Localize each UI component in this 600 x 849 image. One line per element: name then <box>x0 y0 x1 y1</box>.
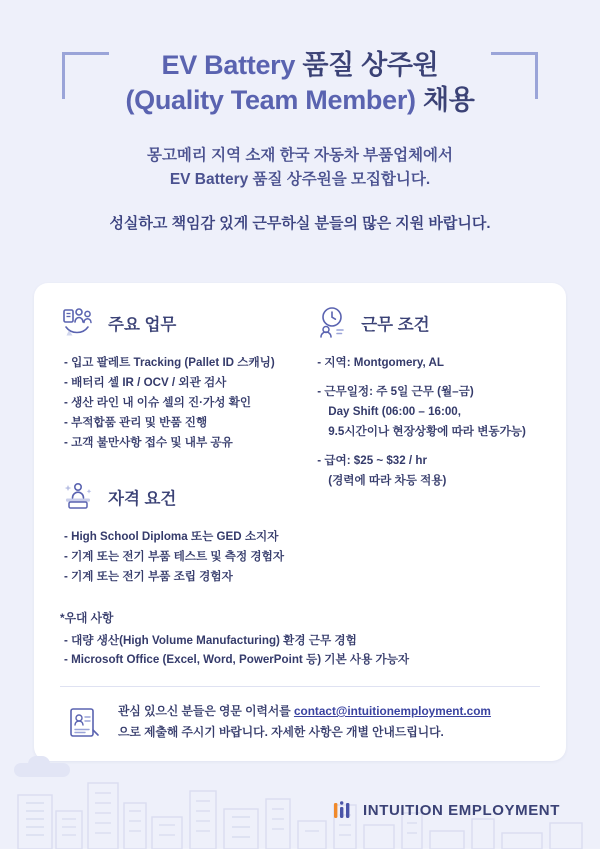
preferred-heading: *우대 사항 <box>60 610 114 625</box>
list-item: - Microsoft Office (Excel, Word, PowerPoint 등) 기본 사용 가능자 <box>64 653 410 667</box>
list-item: - 생산 라인 내 이슈 셀의 진·가성 확인 <box>64 395 252 409</box>
list-item: (경력에 따라 차등 적용) <box>328 473 447 487</box>
poster-tagline: 성실하고 책임감 있게 근무하실 분들의 많은 지원 바랍니다. <box>109 215 491 233</box>
section-qualifications <box>60 479 313 587</box>
duties-header <box>60 305 313 341</box>
right-column <box>313 305 540 591</box>
contact-line1-prefix: 관심 있으신 분들은 영문 이력서를 <box>118 703 294 718</box>
list-item: - 배터리 셀 IR / OCV / 외관 검사 <box>64 375 227 389</box>
intuition-bars-logo <box>332 799 354 821</box>
content-card <box>34 283 566 761</box>
qualifications-title: 자격 요건 <box>108 489 177 508</box>
bracket-top-left-decoration <box>62 52 109 99</box>
bracket-top-right-decoration <box>491 52 538 99</box>
title-line2-part2: 채용 <box>422 85 475 116</box>
person-desk-icon <box>60 479 98 515</box>
section-conditions <box>313 305 540 491</box>
subtitle-line-2: EV Battery 품질 상주원을 모집합니다. <box>169 171 431 189</box>
qualifications-header <box>60 479 313 515</box>
poster-header <box>0 0 600 243</box>
poster-footer <box>0 753 600 849</box>
duties-title: 주요 업무 <box>108 316 177 334</box>
subtitle-line-1: 몽고메리 지역 소재 한국 자동차 부품업체에서 <box>146 147 454 165</box>
title-line1-part1: EV Battery <box>161 50 303 80</box>
list-item: - 기계 또는 전기 부품 조립 경험자 <box>64 569 233 583</box>
list-item: - 기계 또는 전기 부품 테스트 및 측정 경험자 <box>64 549 285 563</box>
list-item: - High School Diploma 또는 GED 소지자 <box>64 529 279 543</box>
duties-list <box>60 353 313 453</box>
list-item: - 고객 불만사항 접수 및 내부 공유 <box>64 435 233 449</box>
resume-person-icon <box>66 704 104 740</box>
list-item: - 부적합품 관리 및 반품 진행 <box>64 415 208 429</box>
conditions-title: 근무 조건 <box>361 316 430 334</box>
list-item: - 입고 팔레트 Tracking (Pallet ID 스캐닝) <box>64 356 275 369</box>
contact-text <box>118 701 491 742</box>
contact-email-link[interactable]: contact@intuitionemployment.com <box>293 703 491 718</box>
preferred-list <box>60 631 540 670</box>
brand-logo <box>332 799 560 821</box>
contact-block <box>60 687 540 742</box>
conditions-header <box>313 305 540 341</box>
contact-line2: 으로 제출해 주시기 바랍니다. 자세한 사항은 개별 안내드립니다. <box>118 724 444 739</box>
list-item: - 근무일정: 주 5일 근무 (월–금) <box>317 384 474 398</box>
list-item: Day Shift (06:00 – 16:00, <box>328 404 461 418</box>
list-item: - 지역: Montgomery, AL <box>317 356 444 369</box>
list-item: - 대량 생산(High Volume Manufacturing) 환경 근무 경험 <box>64 633 357 647</box>
list-item: 9.5시간이나 현장상황에 따라 변동가능) <box>328 424 526 438</box>
clock-person-icon <box>313 305 351 341</box>
two-column-layout <box>60 305 540 591</box>
team-people-icon <box>60 305 98 341</box>
brand-name: INTUITION EMPLOYMENT <box>363 801 560 819</box>
conditions-list <box>313 353 540 491</box>
left-column <box>60 305 313 591</box>
section-preferred <box>60 609 540 670</box>
poster-subtitle <box>0 144 600 192</box>
title-line2-part1: (Quality Team Member) <box>125 85 423 116</box>
title-line1-part2: 품질 상주원 <box>302 50 439 80</box>
section-duties <box>60 305 313 453</box>
qualifications-list <box>60 527 313 587</box>
list-item: - 급여: $25 ~ $32 / hr <box>317 453 427 467</box>
